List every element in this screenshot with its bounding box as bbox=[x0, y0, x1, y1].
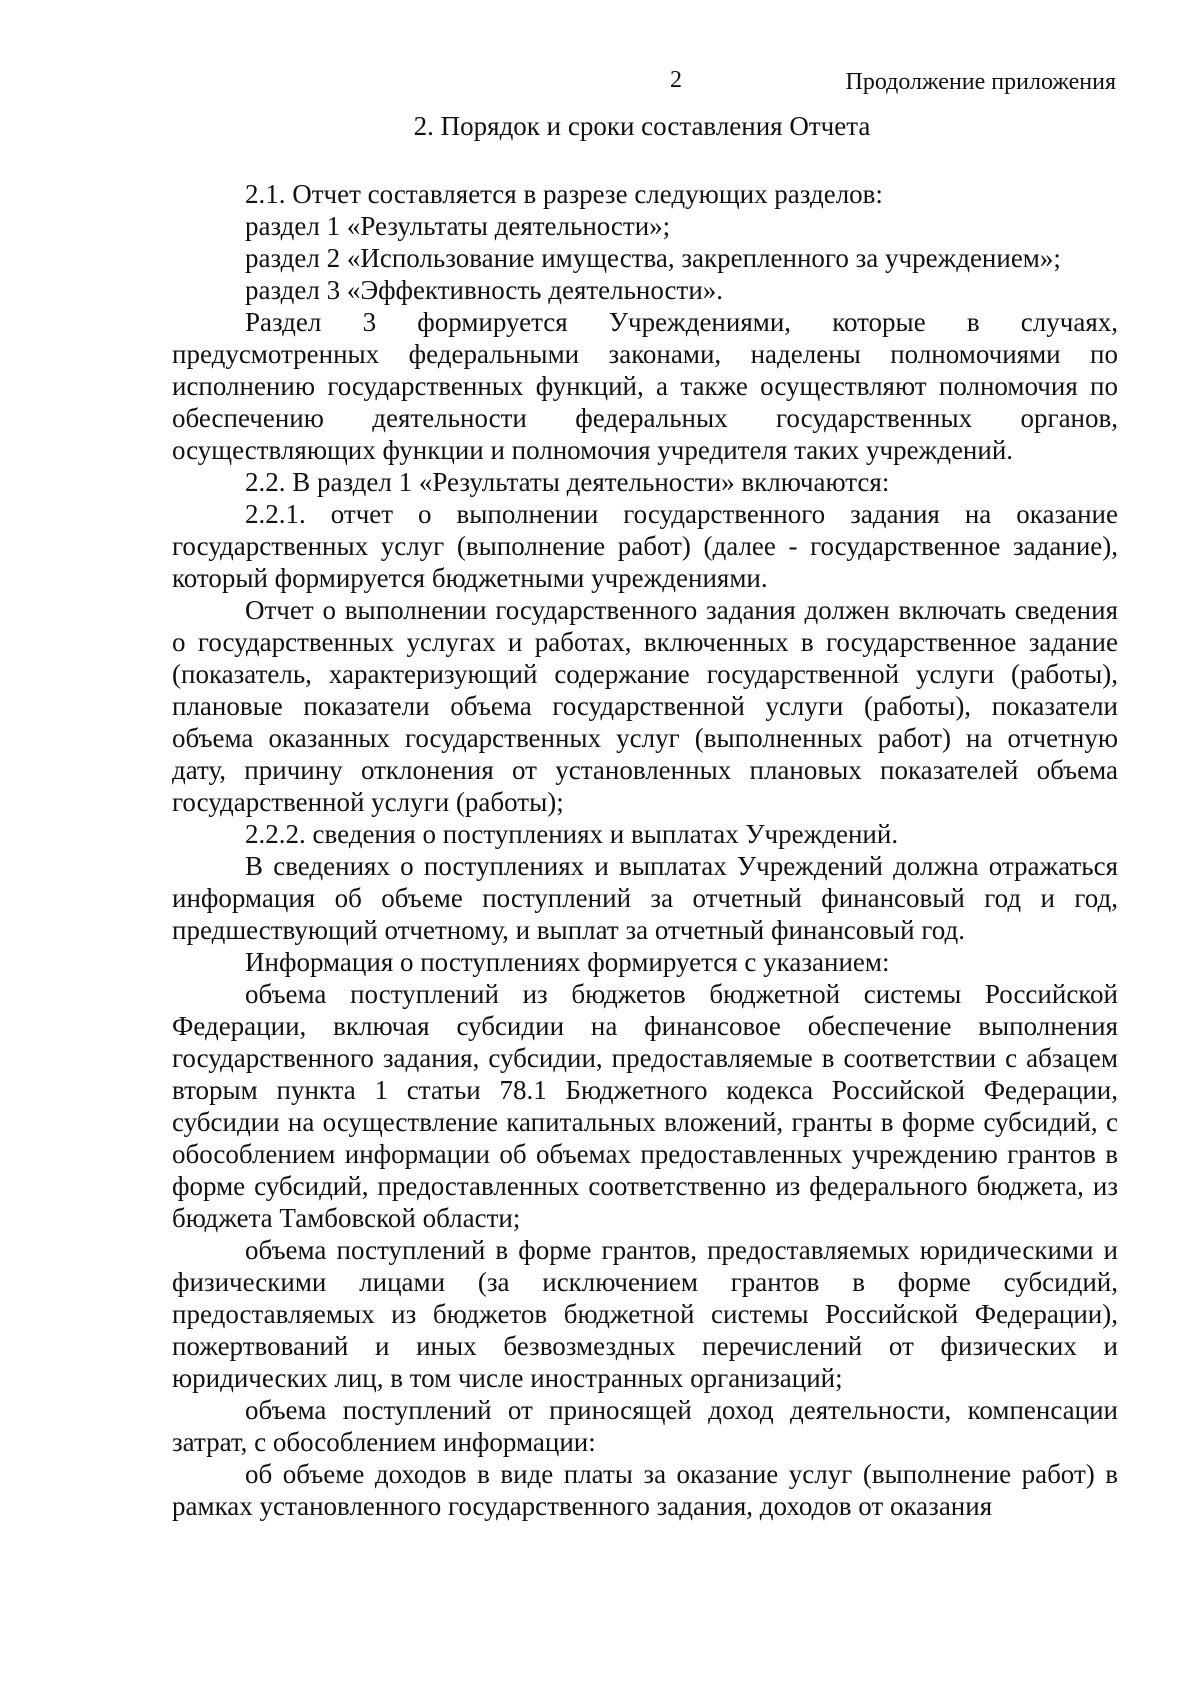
paragraph-2-2-2: 2.2.2. сведения о поступлениях и выплатах Учреждений. bbox=[245, 819, 899, 849]
paragraph-service-income: об объеме доходов в виде платы за оказание услуг (выполнение работ) в рамках установленного государственного задания, доходов от оказания bbox=[172, 1459, 1118, 1521]
paragraph-section-1: раздел 1 «Результаты деятельности»; bbox=[245, 211, 671, 241]
paragraph-2-2: 2.2. В раздел 1 «Результаты деятельности» включаются: bbox=[245, 467, 890, 497]
document-body bbox=[172, 178, 1118, 1522]
section-title: 2. Порядок и сроки составления Отчета bbox=[413, 111, 871, 141]
paragraph-receipts-payments: В сведениях о поступлениях и выплатах Учреждений должна отражаться информация об объеме поступлений за отчетный финансовый год и год, предшествующий отчетному, и выплат за отчетный финансовый год. bbox=[172, 851, 1118, 945]
paragraph-2-1: 2.1. Отчет составляется в разрезе следующих разделов: bbox=[245, 179, 883, 209]
continuation-label: Продолжение приложения bbox=[845, 69, 1116, 95]
paragraph-grant-receipts: объема поступлений в форме грантов, предоставляемых юридическими и физическими лицами (за исключением грантов в форме субсидий, предоставляемых из бюджетов бюджетной системы Российской Федерации), пожертвований и иных безвозмездных перечислений от физических и юридических лиц, в том числе иностранных организаций; bbox=[172, 1235, 1118, 1393]
paragraph-section-3-note: Раздел 3 формируется Учреждениями, которые в случаях, предусмотренных федеральными законами, наделены полномочиями по исполнению государственных функций, а также осуществляют полномочия по обеспечению деятельности федеральных государственных органов, осуществляющих функции и полномочия учредителя таких учреждений. bbox=[172, 307, 1118, 465]
paragraph-report-contents: Отчет о выполнении государственного задания должен включать сведения о государственных услугах и работах, включенных в государственное задание (показатель, характеризующий содержание государственной услуги (работы), плановые показатели объема государственной услуги (работы), показатели объема оказанных государственных услуг (выполненных работ) на отчетную дату, причину отклонения от установленных плановых показателей объема государственной услуги (работы); bbox=[172, 595, 1118, 817]
paragraph-2-2-1: 2.2.1. отчет о выполнении государственного задания на оказание государственных услуг (выполнение работ) (далее - государственное задание), который формируется бюджетными учреждениями. bbox=[172, 499, 1118, 593]
paragraph-budget-receipts: объема поступлений из бюджетов бюджетной системы Российской Федерации, включая субсидии на финансовое обеспечение выполнения государственного задания, субсидии, предоставляемые в соответствии с абзацем вторым пункта 1 статьи 78.1 Бюджетного кодекса Российской Федерации, субсидии на осуществление капитальных вложений, гранты в форме субсидий, с обособлением информации об объемах предоставленных учреждению грантов в форме субсидий, предоставленных соответственно из федерального бюджета, из бюджета Тамбовской области; bbox=[172, 979, 1118, 1233]
paragraph-income-receipts: объема поступлений от приносящей доход деятельности, компенсации затрат, с обособлением информации: bbox=[172, 1395, 1118, 1457]
paragraph-section-3: раздел 3 «Эффективность деятельности». bbox=[245, 275, 724, 305]
page-number: 2 bbox=[670, 67, 682, 93]
paragraph-receipts-info: Информация о поступлениях формируется с указанием: bbox=[245, 947, 890, 977]
paragraph-section-2: раздел 2 «Использование имущества, закрепленного за учреждением»; bbox=[245, 243, 1061, 273]
